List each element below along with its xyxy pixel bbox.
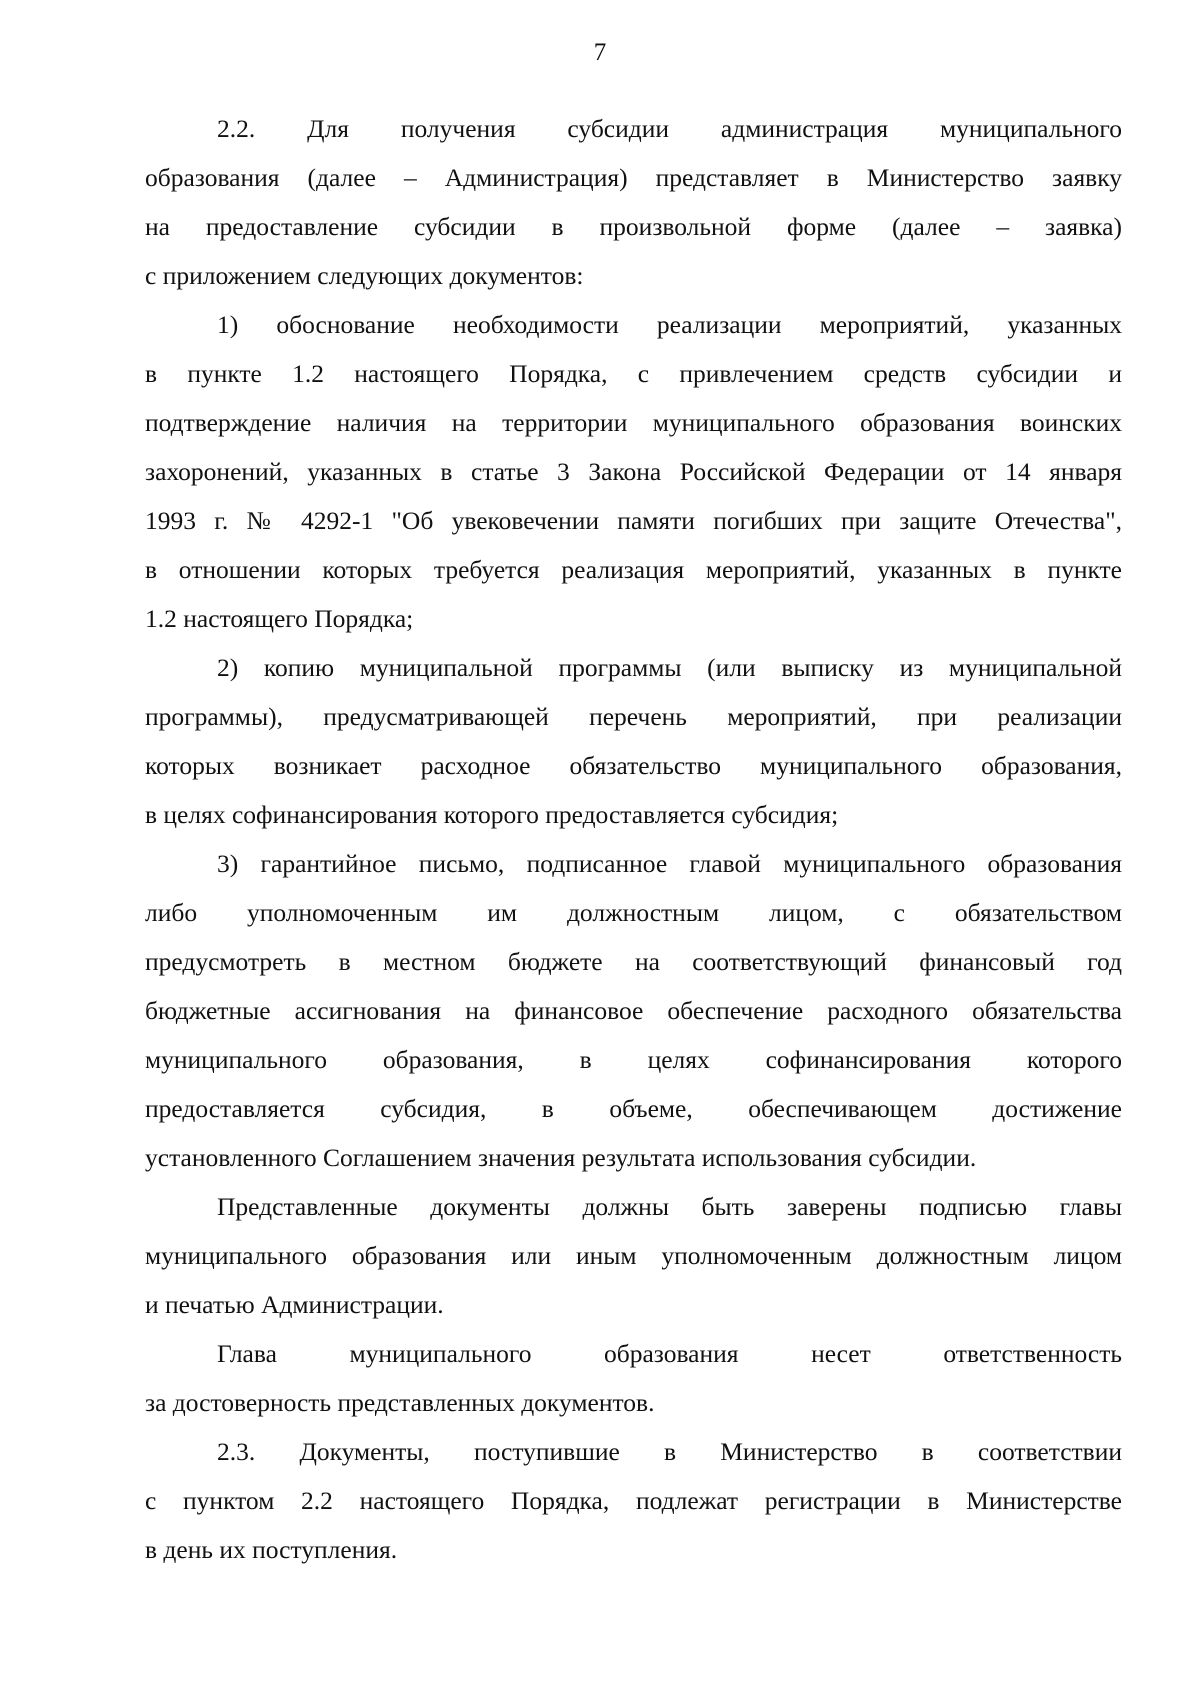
paragraph-line: и печатью Администрации. xyxy=(145,1290,444,1319)
paragraph-line: установленного Соглашением значения результата использования субсидии. xyxy=(145,1143,977,1172)
paragraph-line: 1993 г. № 4292-1 "Об увековечении памяти погибших при защите Отечества", xyxy=(145,506,1122,535)
paragraph-line: программы), предусматривающей перечень мероприятий, при реализации xyxy=(145,702,1122,731)
paragraph-line: 2) копию муниципальной программы (или выписку из муниципальной xyxy=(217,653,1122,682)
paragraph-2-2 xyxy=(145,104,1122,300)
paragraph-line: 2.3. Документы, поступившие в Министерство в соответствии xyxy=(217,1437,1122,1466)
paragraph-line: в отношении которых требуется реализация мероприятий, указанных в пункте xyxy=(145,555,1122,584)
paragraph-line: с приложением следующих документов: xyxy=(145,261,584,290)
paragraph-line: Представленные документы должны быть заверены подписью главы xyxy=(217,1192,1122,1221)
paragraph-certification xyxy=(145,1182,1122,1329)
paragraph-line: на предоставление субсидии в произвольной форме (далее – заявка) xyxy=(145,212,1122,241)
paragraph-line: бюджетные ассигнования на финансовое обеспечение расходного обязательства xyxy=(145,996,1122,1025)
document-body xyxy=(145,104,1122,1574)
paragraph-line: за достоверность представленных документов. xyxy=(145,1388,655,1417)
paragraph-item-1 xyxy=(145,300,1122,643)
paragraph-item-3 xyxy=(145,839,1122,1182)
paragraph-line: в день их поступления. xyxy=(145,1535,398,1564)
page-number: 7 xyxy=(593,39,607,66)
paragraph-line: с пунктом 2.2 настоящего Порядка, подлежат регистрации в Министерстве xyxy=(145,1486,1122,1515)
paragraph-line: 1.2 настоящего Порядка; xyxy=(145,604,414,633)
paragraph-line: Глава муниципального образования несет ответственность xyxy=(217,1339,1122,1368)
paragraph-responsibility xyxy=(145,1329,1122,1427)
paragraph-line: в пункте 1.2 настоящего Порядка, с привлечением средств субсидии и xyxy=(145,359,1122,388)
paragraph-line: предусмотреть в местном бюджете на соответствующий финансовый год xyxy=(145,947,1122,976)
paragraph-line: либо уполномоченным им должностным лицом, с обязательством xyxy=(145,898,1122,927)
paragraph-line: подтверждение наличия на территории муниципального образования воинских xyxy=(145,408,1122,437)
paragraph-line: муниципального образования или иным уполномоченным должностным лицом xyxy=(145,1241,1122,1270)
paragraph-line: образования (далее – Администрация) представляет в Министерство заявку xyxy=(145,163,1122,192)
paragraph-line: захоронений, указанных в статье 3 Закона Российской Федерации от 14 января xyxy=(145,457,1122,486)
paragraph-line: предоставляется субсидия, в объеме, обеспечивающем достижение xyxy=(145,1094,1122,1123)
paragraph-line: в целях софинансирования которого предоставляется субсидия; xyxy=(145,800,839,829)
paragraph-line: 3) гарантийное письмо, подписанное главой муниципального образования xyxy=(217,849,1122,878)
paragraph-line: которых возникает расходное обязательство муниципального образования, xyxy=(145,751,1122,780)
paragraph-item-2 xyxy=(145,643,1122,839)
paragraph-line: 1) обоснование необходимости реализации мероприятий, указанных xyxy=(217,310,1122,339)
paragraph-2-3 xyxy=(145,1427,1122,1574)
paragraph-line: 2.2. Для получения субсидии администрация муниципального xyxy=(217,114,1122,143)
paragraph-line: муниципального образования, в целях софинансирования которого xyxy=(145,1045,1122,1074)
